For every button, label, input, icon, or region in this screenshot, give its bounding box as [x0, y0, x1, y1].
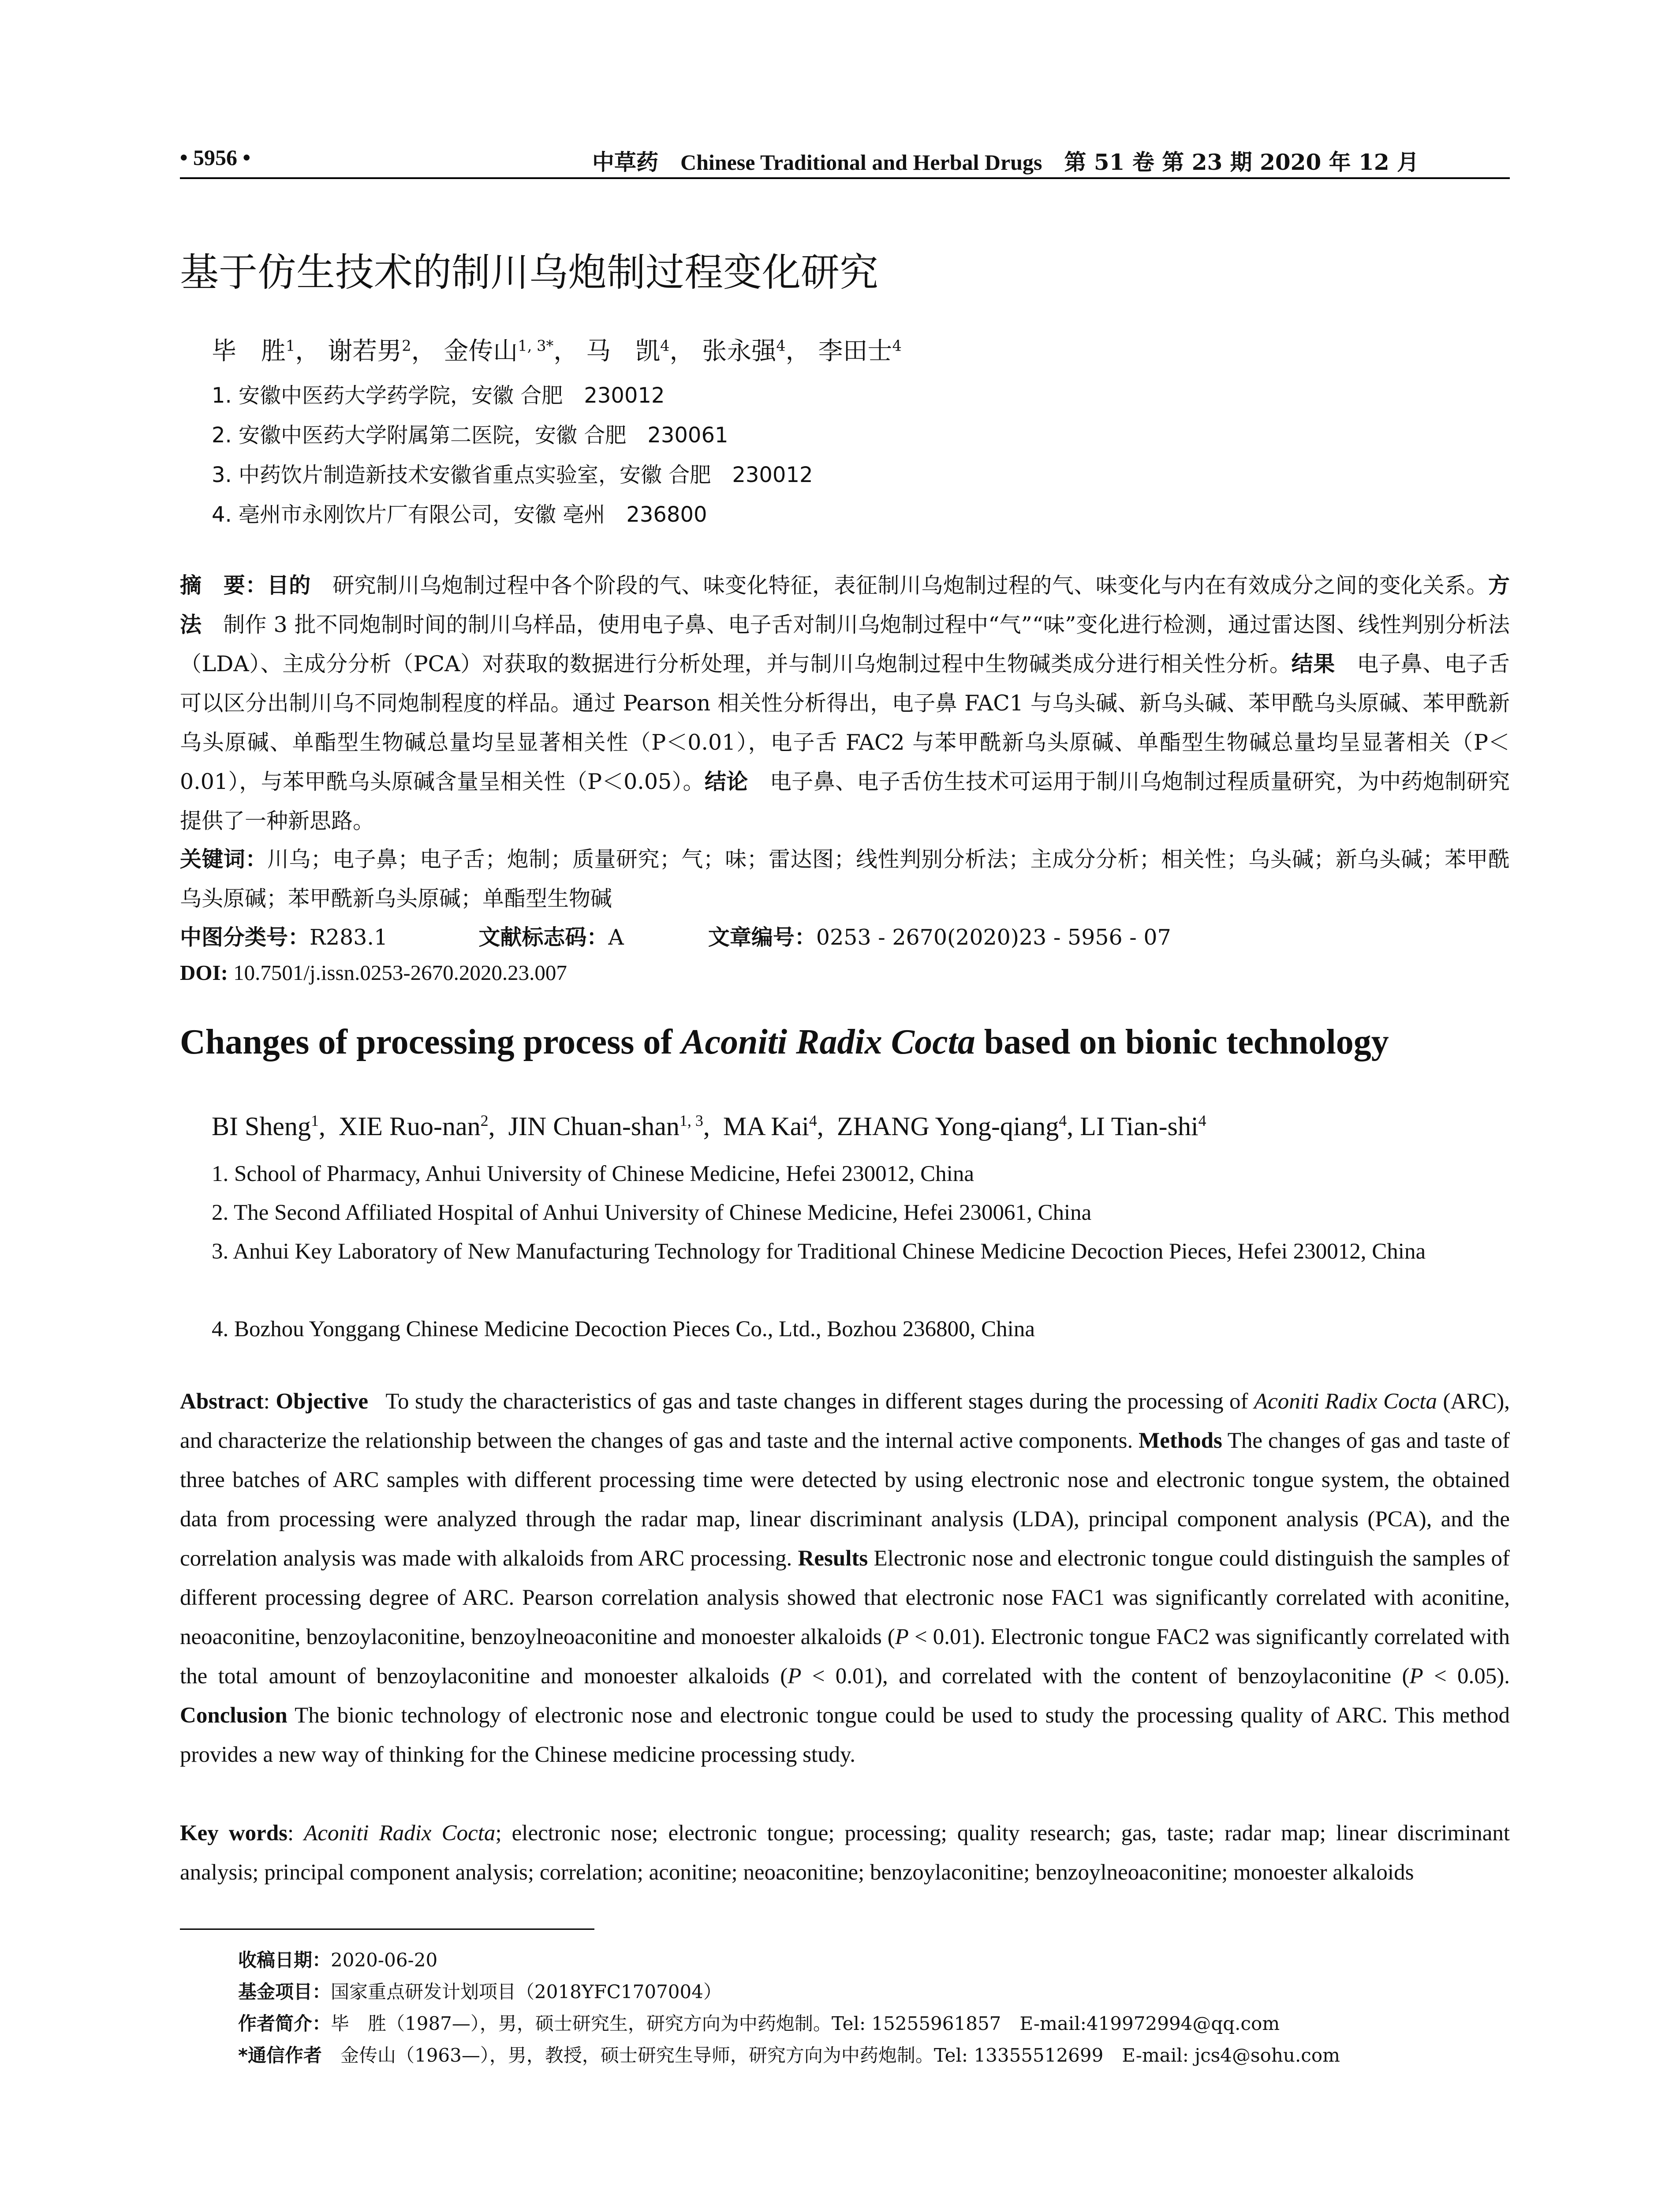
results-en-text: < 0.01), and correlated with the content of benzoylaconitine ( — [801, 1664, 1410, 1689]
header-rule — [180, 177, 1510, 179]
doi-label: DOI: — [180, 960, 228, 985]
author-cn: 张永强 — [702, 337, 777, 366]
affiliation-en-2: 2. The Second Affiliated Hospital of Anhui University of Chinese Medicine, Hefei 230061, China — [212, 1200, 1092, 1225]
title-en-italic: Aconiti Radix Cocta — [681, 1023, 975, 1061]
journal-name-cn: 中草药 — [592, 149, 658, 175]
author-sup: 4 — [776, 337, 786, 355]
running-header — [180, 140, 1510, 180]
objective-label: 目的 — [267, 573, 311, 598]
author-cn: 马 凯 — [586, 337, 661, 366]
doi-value: 10.7501/j.issn.0253-2670.2020.23.007 — [233, 960, 567, 985]
footnote-label: 收稿日期： — [238, 1949, 331, 1971]
author-sup: 2 — [480, 1112, 489, 1129]
affiliation-en-3: 3. Anhui Key Laboratory of New Manufacturing Technology for Traditional Chinese Medicine Decoction Pieces, Hefei 230012, China — [212, 1239, 1426, 1264]
clc-value: R283.1 — [310, 925, 388, 950]
author-sup: 1, 3 — [679, 1112, 703, 1129]
arc-italic: Aconiti Radix Cocta — [1254, 1389, 1437, 1414]
title-en-part: Changes of processing process of — [180, 1023, 682, 1061]
conclusion-en-text: The bionic technology of electronic nose and electronic tongue could be used to study the processing quality of ARC. This method provides a new way of thinking for the Chinese medicine processing study. — [180, 1703, 1510, 1767]
author-en: ZHANG Yong-qiang — [836, 1112, 1059, 1141]
affiliation-en-4: 4. Bozhou Yonggang Chinese Medicine Decoction Pieces Co., Ltd., Bozhou 236800, China — [212, 1317, 1035, 1342]
objective-text: 研究制川乌炮制过程中各个阶段的气、味变化特征，表征制川乌炮制过程的气、味变化与内在有效成分之间的变化关系。 — [310, 573, 1488, 598]
objective-en-label: Objective — [276, 1389, 368, 1414]
footnote-label: 作者简介： — [238, 2013, 331, 2034]
journal-info — [592, 145, 1419, 176]
footnote-rule — [180, 1928, 594, 1930]
article-no-label: 文章编号： — [708, 925, 816, 950]
author-cn: 金传山 — [444, 337, 518, 366]
footnote-label: *通信作者 — [238, 2044, 322, 2066]
clc-label: 中图分类号： — [180, 925, 310, 950]
authors-cn: 毕 胜$^1$， 谢若男$^2$， 金传山$^{1, 3*}$， 马 凯$^4$， 张永强$^4$， 李田士$^4$ — [212, 337, 902, 366]
footnote-text: 毕 胜（1987—），男，硕士研究生，研究方向为中药炮制。Tel: 15255961857 E-mail:419972994@qq.com — [331, 2013, 1280, 2034]
results-text: 电子鼻、电子舌可以区分出制川乌不同炮制程度的样品。通过 Pearson 相关性分析得出，电子鼻 FAC1 与乌头碱、新乌头碱、苯甲酰乌头原碱、苯甲酰新乌头原碱、单酯型生物碱总量均呈显著相关性（P＜0.01），电子舌 FAC2 与苯甲酰新乌头原碱、单酯型生物碱总量均呈显著相关（P＜0.01），与苯甲酰乌头原碱含量呈相关性（P＜0.05）。 — [180, 651, 1510, 794]
keywords-cn — [180, 840, 1510, 918]
affiliation-en-1: 1. School of Pharmacy, Anhui University of Chinese Medicine, Hefei 230012, China — [212, 1162, 974, 1186]
footnote-fund — [238, 1977, 722, 2004]
author-sup: 1 — [286, 337, 295, 355]
footnote-text: 金传山（1963—），男，教授，硕士研究生导师，研究方向为中药炮制。Tel: 13355512699 E-mail: jcs4@sohu.com — [321, 2044, 1340, 2066]
title-en-part: based on bionic technology — [975, 1023, 1389, 1061]
objective-en-text: To study the characteristics of gas and taste changes in different stages during the processing of — [385, 1389, 1254, 1414]
affiliation-cn-3: 3. 中药饮片制造新技术安徽省重点实验室，安徽 合肥 230012 — [212, 463, 813, 487]
p-italic: P — [788, 1664, 802, 1689]
affiliation-cn-4: 4. 亳州市永刚饮片厂有限公司，安徽 亳州 236800 — [212, 502, 707, 527]
results-label: 结果 — [1291, 651, 1335, 676]
results-en-text: < 0.01). Electronic tongue FAC2 was significantly correlated with the total amount of benzoylaconitine and monoester alkaloids ( — [180, 1625, 1510, 1689]
footnote-text: 国家重点研发计划项目（2018YFC1707004） — [331, 1981, 722, 2003]
abstract-en: Abstract: Objective To study the characteristics of gas and taste changes in different stages during the processing of Aconiti Radix Cocta (ARC), and characterize the relationship between the changes of gas and taste and the internal active components. Methods The changes of gas and taste of three batches of ARC samples with different processing time were detected by using electronic nose and electronic tongue system, the obtained data from processing were analyzed through the radar map, linear discriminant analysis (LDA), principal component analysis (PCA), and the correlation analysis was made with alkaloids from ARC processing. Results Electronic nose and electronic tongue could distinguish the samples of different processing degree of ARC. Pearson correlation analysis showed that electronic nose FAC1 was significantly correlated with aconitine, neoaconitine, benzoylaconitine, benzoylneoaconitine and monoester alkaloids (P < 0.01). Electronic tongue FAC2 was significantly correlated with the total amount of benzoylaconitine and monoester alkaloids (P < 0.01), and correlated with the content of benzoylaconitine (P < 0.05). Conclusion The bionic technology of electronic nose and electronic tongue could be used to study the processing quality of ARC. This method provides a new way of thinking for the Chinese medicine processing study. — [180, 1389, 1510, 1767]
author-sup: 4 — [892, 337, 902, 355]
methods-label: 方法 — [180, 573, 1510, 637]
objective-en-text: (ARC), and characterize the relationship between the changes of gas and taste and the internal active components. — [180, 1389, 1510, 1453]
abstract-en-label: Abstract — [180, 1389, 264, 1414]
footnote-author — [238, 2009, 1280, 2036]
conclusion-label: 结论 — [704, 769, 748, 794]
author-sup: 4 — [809, 1112, 817, 1129]
author-sup: 4 — [1059, 1112, 1067, 1129]
methods-en-label: Methods — [1139, 1428, 1222, 1453]
keywords-en: Key words: Aconiti Radix Cocta; electronic nose; electronic tongue; processing; quality research; gas, taste; radar map; linear discriminant analysis; principal component analysis; correlation; aconitine; neoaconitine; benzoylaconitine; benzoylneoaconitine; monoester alkaloids — [180, 1821, 1510, 1885]
affiliation-cn-2: 2. 安徽中医药大学附属第二医院，安徽 合肥 230061 — [212, 423, 728, 448]
methods-en-text: The changes of gas and taste of three batches of ARC samples with different processing time were detected by using electronic nose and electronic tongue system, the obtained data from processing were analyzed through the radar map, linear discriminant analysis (LDA), principal component analysis (PCA), and the correlation analysis was made with alkaloids from ARC processing. — [180, 1428, 1510, 1571]
author-cn: 谢若男 — [328, 337, 402, 366]
author-en: XIE Ruo-nan — [339, 1112, 481, 1141]
methods-text: 制作 3 批不同炮制时间的制川乌样品，使用电子鼻、电子舌对制川乌炮制过程中“气”“味”变化进行检测，通过雷达图、线性判别分析法（LDA）、主成分分析（PCA）对获取的数据进行分析处理，并与制川乌炮制过程中生物碱类成分进行相关性分析。 — [180, 612, 1510, 676]
results-en-text: Electronic nose and electronic tongue could distinguish the samples of different processing degree of ARC. Pearson correlation analysis showed that electronic nose FAC1 was significantly correlated with aconitine, neoaconitine, benzoylaconitine, benzoylneoaconitine and monoester alkaloids ( — [180, 1546, 1510, 1649]
results-en-text: < 0.05). — [1423, 1664, 1510, 1689]
doc-code-label: 文献标志码： — [478, 925, 609, 950]
doi-line — [180, 960, 567, 985]
abstract-label: 摘 要： — [180, 573, 267, 598]
author-en: MA Kai — [723, 1112, 809, 1141]
journal-issue: 第 51 卷 第 23 期 2020 年 12 月 — [1064, 149, 1419, 175]
author-sup: 4 — [660, 337, 670, 355]
keywords-en-label: Key words — [180, 1821, 288, 1846]
footnote-received — [238, 1946, 437, 1972]
classification-line — [180, 920, 1171, 951]
author-cn: 毕 胜 — [212, 337, 286, 366]
conclusion-text: 电子鼻、电子舌仿生技术可运用于制川乌炮制过程质量研究，为中药炮制研究提供了一种新思路。 — [180, 769, 1510, 833]
footnote-corresponding — [238, 2041, 1340, 2067]
author-sup: 1 — [311, 1112, 319, 1129]
author-en: BI Sheng — [212, 1112, 311, 1141]
p-italic: P — [1409, 1664, 1423, 1689]
keywords-label: 关键词： — [180, 847, 267, 872]
abstract-cn — [180, 566, 1510, 841]
author-sup: 1, 3* — [518, 337, 554, 355]
doc-code-value: A — [608, 925, 624, 950]
author-en: LI Tian-shi — [1080, 1112, 1198, 1141]
article-no-value: 0253 - 2670(2020)23 - 5956 - 07 — [816, 925, 1171, 950]
p-italic: P — [895, 1625, 909, 1649]
results-en-label: Results — [798, 1546, 868, 1571]
footnote-text: 2020-06-20 — [331, 1949, 438, 1971]
author-sup: 4 — [1198, 1112, 1206, 1129]
keywords-en-text: ; electronic nose; electronic tongue; processing; quality research; gas, taste; radar map; linear discriminant analysis; principal component analysis; correlation; aconitine; neoaconitine; benzoylaconitine; benzoylneoaconitine; monoester alkaloids — [180, 1821, 1510, 1885]
author-en: JIN Chuan-shan — [508, 1112, 679, 1141]
author-sup: 2 — [402, 337, 411, 355]
keywords-text: 川乌；电子鼻；电子舌；炮制；质量研究；气；味；雷达图；线性判别分析法；主成分分析；相关性；乌头碱；新乌头碱；苯甲酰乌头原碱；苯甲酰新乌头原碱；单酯型生物碱 — [180, 847, 1510, 911]
author-cn: 李田士 — [818, 337, 892, 366]
footnote-label: 基金项目： — [238, 1981, 331, 2003]
keywords-en-italic: Aconiti Radix Cocta — [304, 1821, 496, 1846]
affiliation-cn-1: 1. 安徽中医药大学药学院，安徽 合肥 230012 — [212, 383, 665, 408]
conclusion-en-label: Conclusion — [180, 1703, 287, 1728]
authors-en: BI Sheng$^1$, XIE Ruo-nan$^2$, JIN Chuan-shan$^{1, 3}$, MA Kai$^4$, ZHANG Yong-qiang$^4$, LI Tian-shi$^4$ — [212, 1112, 1206, 1141]
title-cn: 基于仿生技术的制川乌炮制过程变化研究 — [180, 250, 879, 295]
title-en — [180, 1022, 1389, 1062]
page-number: • 5956 • — [180, 145, 251, 170]
journal-name-en: Chinese Traditional and Herbal Drugs — [680, 150, 1042, 175]
